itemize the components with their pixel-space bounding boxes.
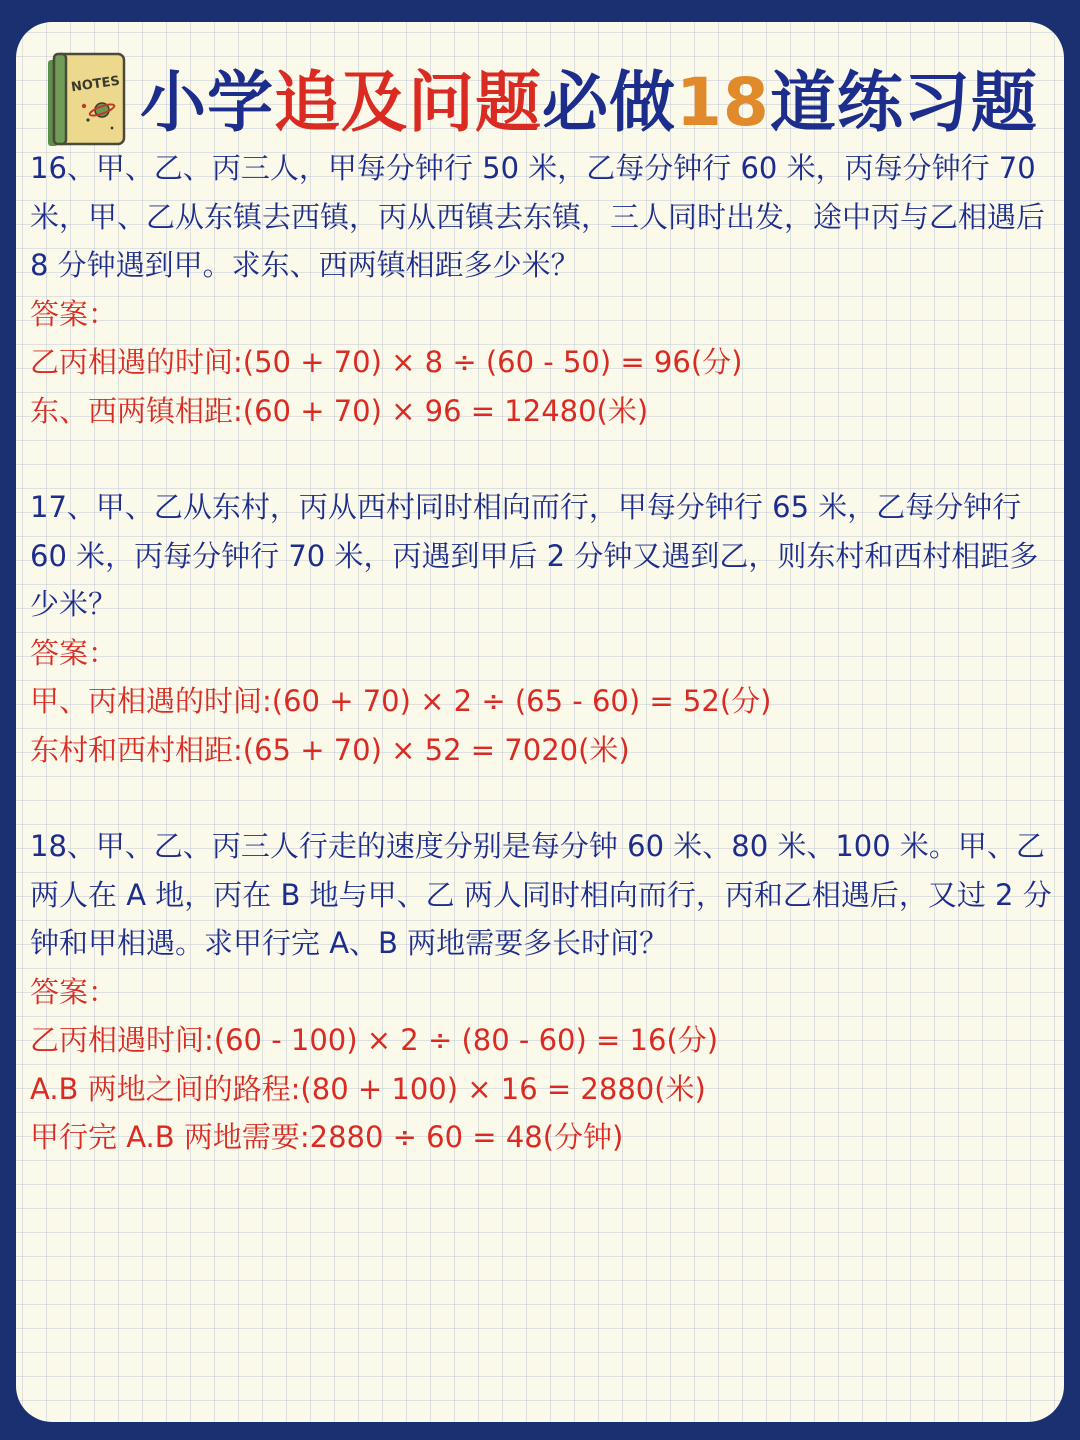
title-part-3: 必做 bbox=[542, 64, 676, 141]
answer-line: 甲行完 A.B 两地需要:2880 ÷ 60 = 48(分钟) bbox=[30, 1120, 624, 1154]
notebook-label: NOTES bbox=[70, 73, 121, 96]
problem-16 bbox=[30, 144, 1054, 435]
answer-label: 答案： bbox=[30, 296, 118, 331]
title-part-6: 练习题 bbox=[836, 64, 1038, 141]
title-part-4: 18 bbox=[676, 64, 770, 141]
answer-line: A.B 两地之间的路程:(80 + 100) × 16 = 2880(米) bbox=[30, 1071, 706, 1106]
problem-question: 16、甲、乙、丙三人，甲每分钟行 50 米，乙每分钟行 60 米，丙每分钟行 70 米，甲、乙从东镇去西镇，丙从西镇去东镇，三人同时出发，途中丙与乙相遇后 8 分钟遇到甲。求东、西两镇相距多少米？ bbox=[30, 151, 1046, 282]
answer-label: 答案： bbox=[30, 635, 118, 670]
page-title bbox=[140, 58, 1038, 148]
problem-18 bbox=[30, 822, 1054, 1162]
problem-17 bbox=[30, 483, 1054, 774]
notebook-icon bbox=[44, 50, 128, 150]
answer-line: 乙丙相遇的时间:(50 + 70) × 8 ÷ (60 - 50) = 96(分) bbox=[30, 345, 743, 379]
answer-line: 东村和西村相距:(65 + 70) × 52 = 7020(米) bbox=[30, 732, 630, 767]
title-part-2: 追及问题 bbox=[274, 64, 542, 141]
answer-line: 乙丙相遇时间:(60 - 100) × 2 ÷ (80 - 60) = 16(分) bbox=[30, 1023, 719, 1057]
answer-line: 东、西两镇相距:(60 + 70) × 96 = 12480(米) bbox=[30, 393, 649, 428]
title-part-1: 小学 bbox=[140, 64, 274, 141]
problem-question: 17、甲、乙从东村，丙从西村同时相向而行，甲每分钟行 65 米，乙每分钟行 60 米，丙每分钟行 70 米，丙遇到甲后 2 分钟又遇到乙，则东村和西村相距多少米？ bbox=[30, 490, 1039, 621]
title-part-5: 道 bbox=[769, 64, 837, 141]
answer-line: 甲、丙相遇的时间:(60 + 70) × 2 ÷ (65 - 60) = 52(分) bbox=[30, 684, 772, 718]
problem-question: 18、甲、乙、丙三人行走的速度分别是每分钟 60 米、80 米、100 米。甲、乙两人在 A 地，丙在 B 地与甲、乙 两人同时相向而行，丙和乙相遇后，又过 2 分钟和甲相遇。求甲行完 A、B 两地需要多长时间？ bbox=[30, 829, 1052, 960]
answer-label: 答案： bbox=[30, 974, 118, 1009]
worksheet-card bbox=[16, 22, 1064, 1422]
problem-list bbox=[30, 144, 1054, 1162]
